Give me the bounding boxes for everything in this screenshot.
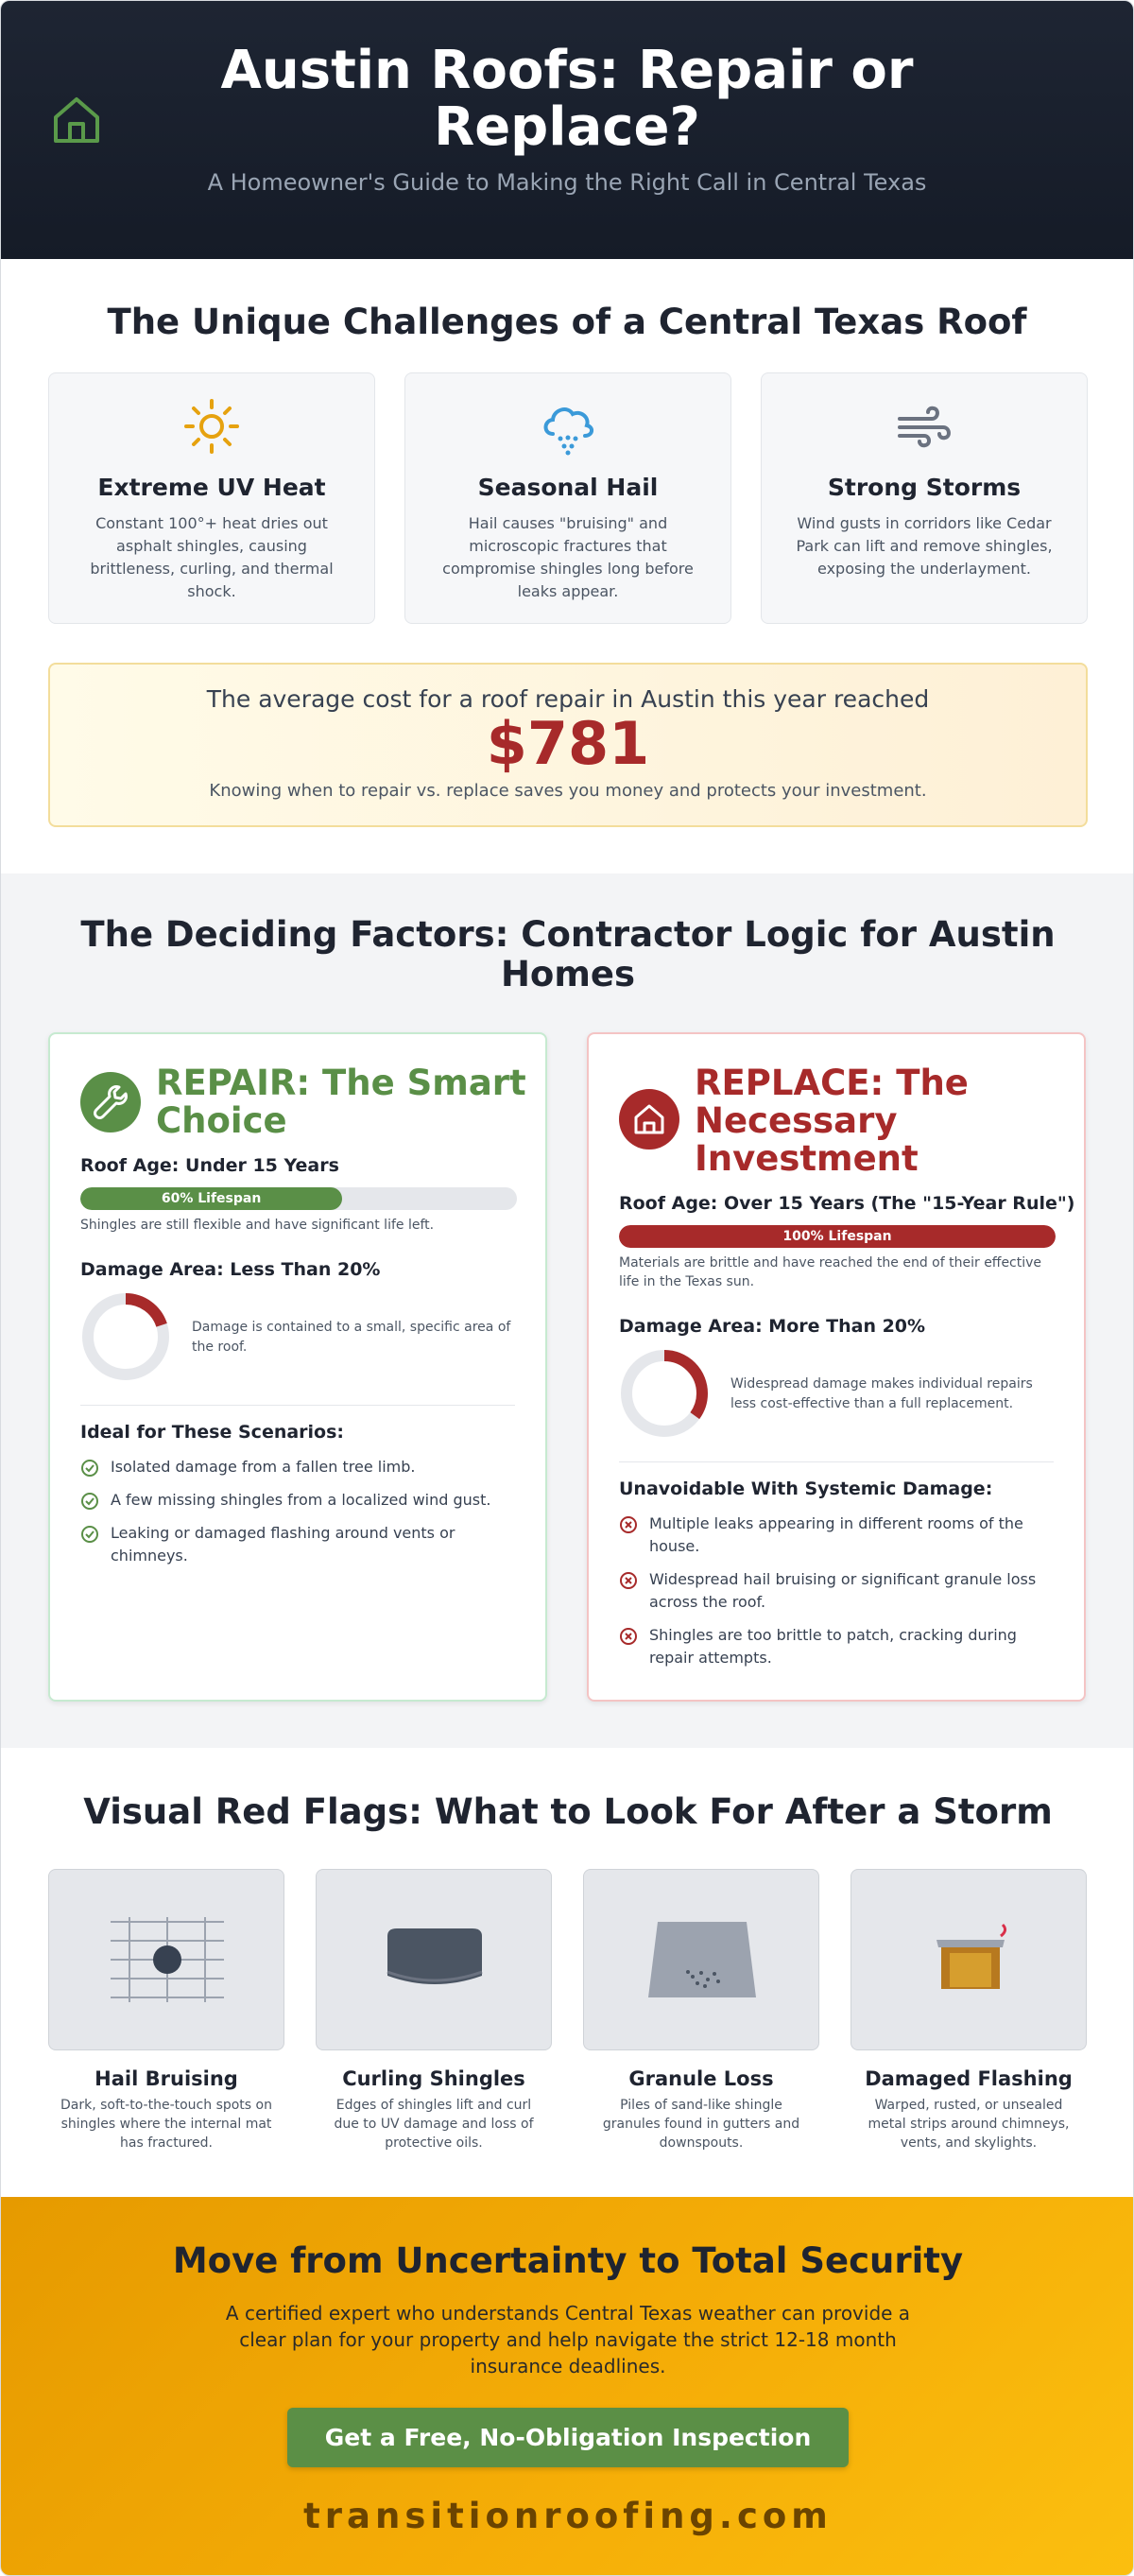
hail-bruising-illustration: [48, 1869, 284, 2050]
cta-text: A certified expert who understands Central Texas weather can provide a clear plan for your property and help navigate the strict 12-18 month insurance deadlines.: [225, 2302, 911, 2377]
website-url[interactable]: transitionroofing.com: [303, 2496, 833, 2536]
red-flags-title: Visual Red Flags: What to Look For After a Storm: [83, 1791, 1053, 1832]
scenario-text: A few missing shingles from a localized wind gust.: [111, 1491, 491, 1509]
list-item: [80, 1522, 519, 1567]
check-circle-icon: [80, 1492, 99, 1511]
wrench-icon: [80, 1072, 141, 1132]
scenario-text: Multiple leaks appearing in different rooms of the house.: [649, 1514, 1023, 1555]
repair-scenarios-list: [80, 1456, 519, 1578]
challenge-title: Extreme UV Heat: [97, 474, 326, 501]
replace-damage-donut: [619, 1348, 710, 1439]
flag-card-damaged-flashing: [850, 1869, 1087, 2152]
flag-title: Hail Bruising: [94, 2067, 238, 2090]
repair-card: [48, 1032, 547, 1702]
x-circle-icon: [619, 1571, 638, 1590]
header: [1, 1, 1133, 259]
flag-card-granule-loss: [583, 1869, 819, 2152]
repair-age-note: Shingles are still flexible and have significant life left.: [80, 1218, 435, 1233]
challenge-text: Constant 100°+ heat dries out asphalt shingles, causing brittleness, curling, and thermal shock.: [90, 514, 334, 600]
replace-damage-label: Damage Area: More Than 20%: [619, 1316, 926, 1337]
scenario-text: Isolated damage from a fallen tree limb.: [111, 1458, 416, 1476]
challenge-title: Seasonal Hail: [477, 474, 659, 501]
flag-title: Curling Shingles: [342, 2067, 525, 2090]
challenges-title: The Unique Challenges of a Central Texas Roof: [107, 302, 1027, 342]
list-item: [80, 1489, 519, 1512]
repair-lifespan-bar: [80, 1187, 517, 1210]
repair-damage-note: Damage is contained to a small, specific area of the roof.: [192, 1320, 511, 1355]
damaged-flashing-illustration: [850, 1869, 1087, 2050]
page-title: Austin Roofs: Repair or Replace?: [220, 40, 914, 158]
flag-text: Dark, soft-to-the-touch spots on shingles where the internal mat has fractured.: [60, 2098, 272, 2151]
repair-lifespan-fill: 60% Lifespan: [80, 1187, 342, 1210]
challenge-text: Wind gusts in corridors like Cedar Park can lift and remove shingles, exposing the underlayment.: [796, 514, 1053, 578]
flag-title: Damaged Flashing: [865, 2067, 1073, 2090]
flag-text: Piles of sand-like shingle granules found in gutters and downspouts.: [602, 2098, 800, 2151]
house-icon: [619, 1089, 679, 1150]
flag-card-hail-bruising: [48, 1869, 284, 2152]
divider: [80, 1405, 515, 1406]
hail-cloud-icon: [538, 396, 598, 457]
granule-loss-illustration: [583, 1869, 819, 2050]
flag-text: Warped, rusted, or unsealed metal strips around chimneys, vents, and skylights.: [868, 2098, 1070, 2151]
replace-damage-note: Widespread damage makes individual repairs less cost-effective than a full replacement.: [730, 1376, 1033, 1411]
cost-amount: $781: [486, 709, 650, 778]
check-circle-icon: [80, 1459, 99, 1478]
scenario-text: Widespread hail bruising or significant granule loss across the roof.: [649, 1570, 1037, 1611]
replace-lifespan-bar: [619, 1225, 1056, 1248]
list-item: [619, 1513, 1057, 1558]
cta-title: Move from Uncertainty to Total Security: [172, 2240, 964, 2281]
divider: [619, 1461, 1054, 1462]
repair-damage-donut: [80, 1291, 171, 1382]
red-flags-section: [1, 1748, 1134, 2197]
repair-scenarios-title: Ideal for These Scenarios:: [80, 1422, 345, 1443]
list-item: [619, 1624, 1057, 1669]
check-circle-icon: [80, 1525, 99, 1544]
repair-title: REPAIR: The Smart Choice: [156, 1063, 526, 1141]
challenge-card-hail: [404, 372, 731, 624]
sun-icon: [181, 396, 242, 457]
repair-damage-label: Damage Area: Less Than 20%: [80, 1259, 381, 1280]
average-cost-callout: [48, 663, 1088, 827]
x-circle-icon: [619, 1515, 638, 1534]
replace-card: [587, 1032, 1086, 1702]
repair-age-label: Roof Age: Under 15 Years: [80, 1155, 339, 1176]
deciding-factors-section: [1, 873, 1134, 1748]
wind-icon: [894, 396, 954, 457]
cost-lead-text: The average cost for a roof repair in Austin this year reached: [206, 685, 930, 713]
challenges-section: [1, 259, 1133, 873]
replace-age-note: Materials are brittle and have reached the end of their effective life in the Texas sun.: [619, 1255, 1042, 1289]
replace-scenarios-list: [619, 1513, 1057, 1680]
page-subtitle: A Homeowner's Guide to Making the Right Call in Central Texas: [207, 169, 927, 196]
replace-age-label: Roof Age: Over 15 Years (The "15-Year Rule"): [619, 1193, 1075, 1214]
scenario-text: Shingles are too brittle to patch, cracking during repair attempts.: [649, 1626, 1017, 1667]
replace-scenarios-title: Unavoidable With Systemic Damage:: [619, 1478, 993, 1499]
flag-text: Edges of shingles lift and curl due to UV damage and loss of protective oils.: [334, 2098, 534, 2151]
flag-card-curling-shingles: [316, 1869, 552, 2152]
challenge-title: Strong Storms: [827, 474, 1022, 501]
free-inspection-button[interactable]: Get a Free, No-Obligation Inspection: [287, 2408, 850, 2467]
challenge-card-uv: [48, 372, 375, 624]
x-circle-icon: [619, 1627, 638, 1646]
list-item: [619, 1568, 1057, 1614]
home-icon: [48, 92, 105, 148]
curling-shingles-illustration: [316, 1869, 552, 2050]
replace-title: REPLACE: The Necessary Investment: [695, 1063, 969, 1179]
call-to-action-section: [1, 2197, 1134, 2576]
factors-title: The Deciding Factors: Contractor Logic for Austin Homes: [80, 914, 1056, 994]
flag-title: Granule Loss: [628, 2067, 774, 2090]
challenge-card-storms: [761, 372, 1088, 624]
list-item: [80, 1456, 519, 1478]
cost-note: Knowing when to repair vs. replace saves you money and protects your investment.: [209, 781, 927, 801]
replace-lifespan-fill: 100% Lifespan: [619, 1225, 1056, 1248]
challenge-text: Hail causes "bruising" and microscopic fractures that compromise shingles long before leaks appear.: [442, 514, 694, 600]
scenario-text: Leaking or damaged flashing around vents or chimneys.: [111, 1524, 455, 1565]
